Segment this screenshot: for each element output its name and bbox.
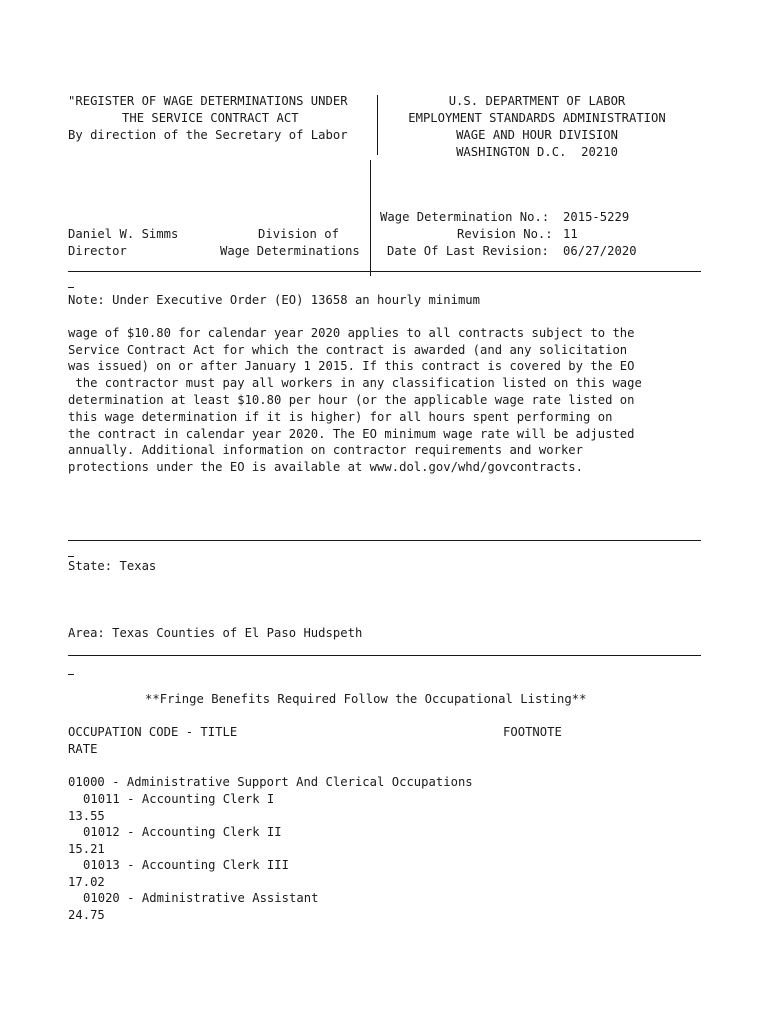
note-line: Service Contract Act for which the contract is awarded (and any solicitation [68, 343, 628, 357]
note-line: annually. Additional information on contractor requirements and worker [68, 443, 584, 457]
area-label: Area: Texas Counties of El Paso Hudspeth [68, 626, 363, 640]
occupation-title: 01020 - Administrative Assistant [83, 891, 319, 905]
whd-name: WAGE AND HOUR DIVISION [456, 128, 618, 142]
note-intro: Note: Under Executive Order (EO) 13658 an hourly minimum [68, 293, 481, 307]
occupation-title: 01012 - Accounting Clerk II [83, 825, 282, 839]
occupation-title: 01013 - Accounting Clerk III [83, 858, 290, 872]
fringe-benefits-notice: **Fringe Benefits Required Follow the Occupational Listing** [145, 692, 587, 706]
area-rule [68, 655, 701, 656]
revision-label: Revision No.: [457, 227, 553, 241]
occupation-rate: 15.21 [68, 842, 105, 856]
header-rule-tail [68, 287, 74, 288]
note-line: wage of $10.80 for calendar year 2020 applies to all contracts subject to the [68, 326, 635, 340]
note-line: was issued) on or after January 1 2015. If this contract is covered by the EO [68, 359, 635, 373]
footnote-column-header: FOOTNOTE [503, 725, 562, 739]
header-divider-bottom [370, 160, 371, 276]
register-title-line2: THE SERVICE CONTRACT ACT [122, 111, 299, 125]
state-rule [68, 540, 701, 541]
division-line1: Division of [258, 227, 339, 241]
note-line: this wage determination if it is higher) for all hours spent performing on [68, 410, 613, 424]
area-rule-tail [68, 674, 74, 675]
header-rule [68, 271, 701, 272]
occupation-title: 01011 - Accounting Clerk I [83, 792, 275, 806]
note-line: protections under the EO is available at www.dol.gov/whd/govcontracts. [68, 460, 584, 474]
wd-number-label: Wage Determination No.: [380, 210, 550, 224]
esa-name: EMPLOYMENT STANDARDS ADMINISTRATION [408, 111, 666, 125]
signatory-title: Director [68, 244, 127, 258]
occupation-rate: 13.55 [68, 809, 105, 823]
register-title-line1: "REGISTER OF WAGE DETERMINATIONS UNDER [68, 94, 348, 108]
occupation-rate: 24.75 [68, 908, 105, 922]
dol-name: U.S. DEPARTMENT OF LABOR [448, 94, 626, 108]
last-revision-label: Date Of Last Revision: [387, 244, 549, 258]
last-revision-date: 06/27/2020 [563, 244, 637, 258]
state-rule-tail [68, 556, 74, 557]
revision-number: 11 [563, 227, 578, 241]
state-label: State: Texas [68, 559, 157, 573]
register-authority: By direction of the Secretary of Labor [68, 128, 348, 142]
note-line: the contract in calendar year 2020. The EO minimum wage rate will be adjusted [68, 427, 635, 441]
rate-column-header: RATE [68, 742, 98, 756]
occupation-group-heading: 01000 - Administrative Support And Clerical Occupations [68, 775, 473, 789]
dol-address: WASHINGTON D.C. 20210 [456, 145, 618, 159]
wd-number: 2015-5229 [563, 210, 630, 224]
header-divider-top [377, 95, 378, 155]
occupation-rate: 17.02 [68, 875, 105, 889]
note-line: the contractor must pay all workers in any classification listed on this wage [68, 376, 642, 390]
division-line2: Wage Determinations [220, 244, 360, 258]
signatory-name: Daniel W. Simms [68, 227, 179, 241]
occupation-column-header: OCCUPATION CODE - TITLE [68, 725, 238, 739]
note-line: determination at least $10.80 per hour (or the applicable wage rate listed on [68, 393, 635, 407]
